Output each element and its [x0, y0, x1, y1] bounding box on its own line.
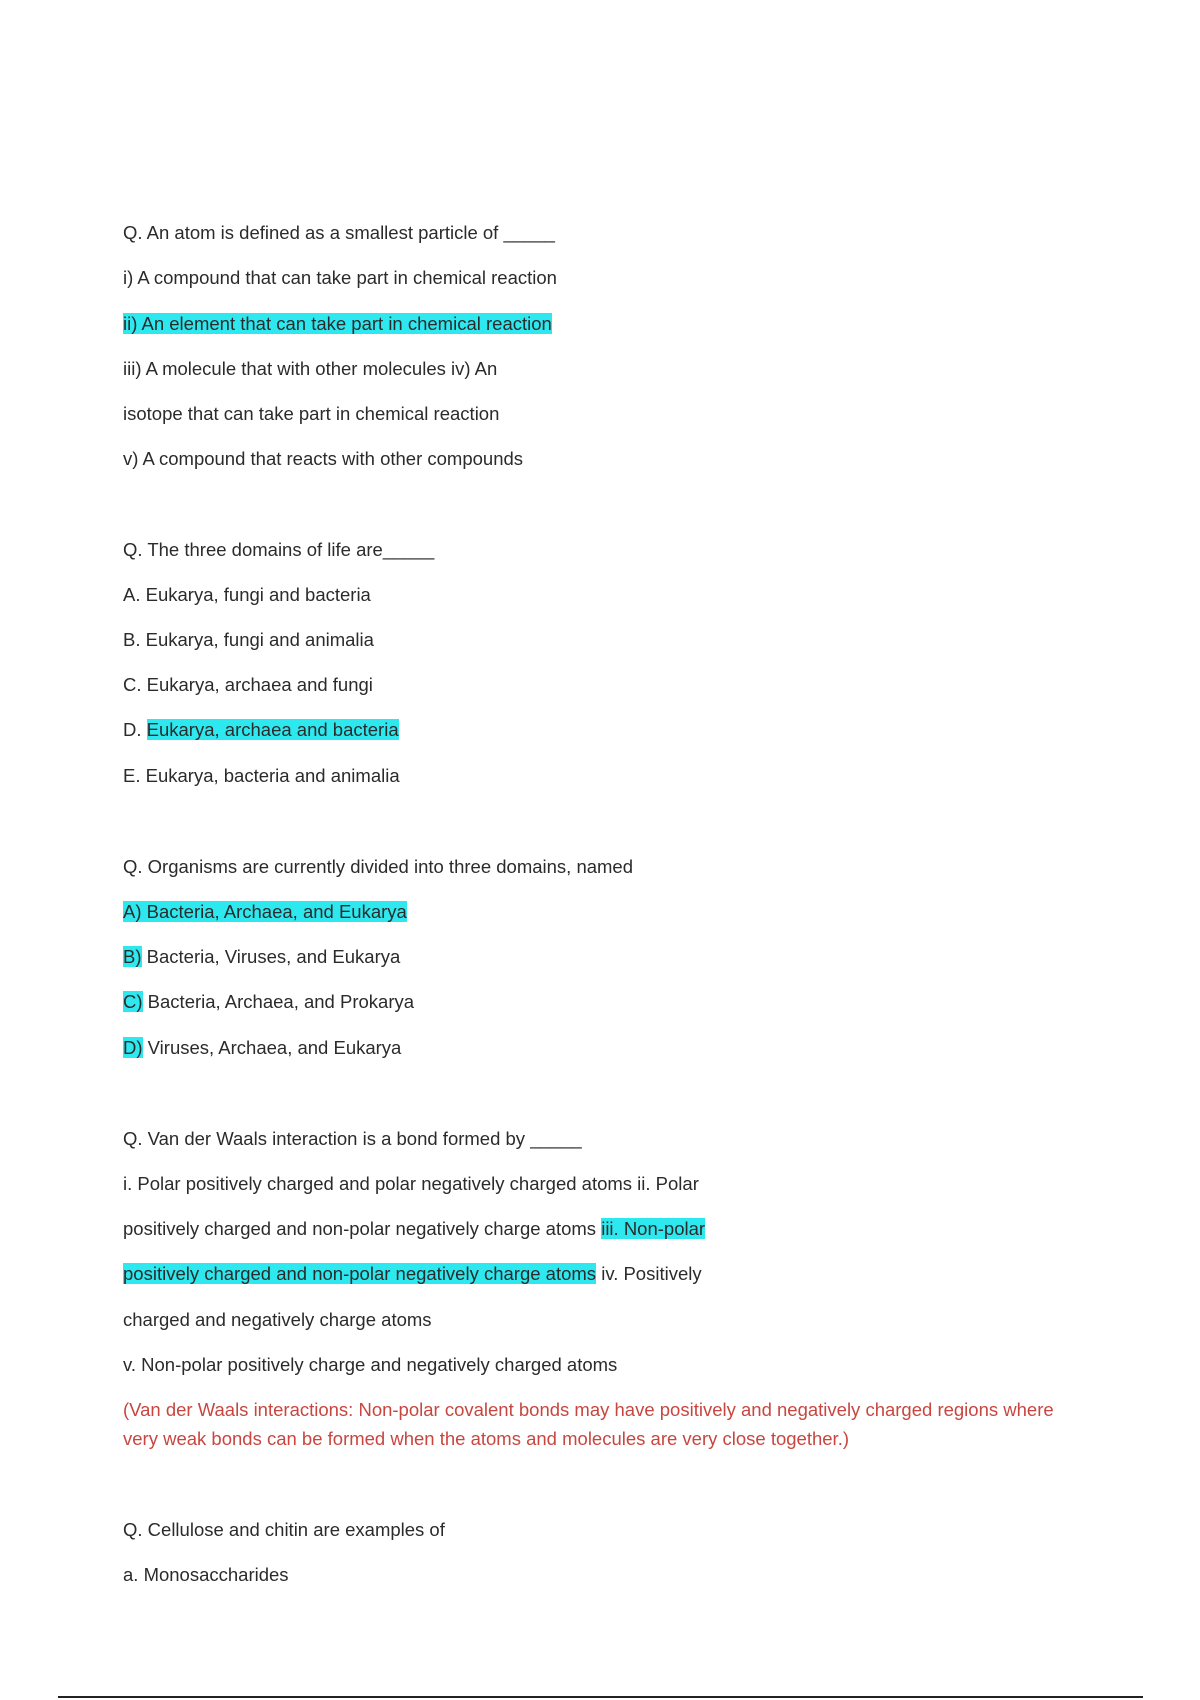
option-letter-highlight: C) — [123, 991, 143, 1012]
q3-option-d — [123, 1035, 401, 1061]
answer-highlight: positively charged and non-polar negatively charge atoms — [123, 1263, 597, 1284]
answer-highlight: ii) An element that can take part in chemical reaction — [123, 313, 552, 334]
option-letter-highlight: B) — [123, 946, 142, 967]
option-text: Viruses, Archaea, and Eukarya — [142, 1037, 402, 1058]
q2-option-a: A. Eukarya, fungi and bacteria — [123, 584, 371, 605]
option-text: iv. Positively — [596, 1263, 702, 1284]
option-prefix: D. — [123, 719, 147, 740]
answer-highlight: Eukarya, archaea and bacteria — [146, 719, 399, 740]
q2-option-d-answer — [123, 717, 399, 743]
q4-options-line-2 — [123, 1216, 705, 1242]
q4-options-line-1: i. Polar positively charged and polar negatively charged atoms ii. Polar — [123, 1173, 699, 1194]
option-text: Bacteria, Viruses, and Eukarya — [141, 946, 401, 967]
q1-option-i: i) A compound that can take part in chemical reaction — [123, 267, 557, 288]
q4-options-line-3 — [123, 1261, 702, 1287]
option-text: positively charged and non-polar negatively charge atoms — [123, 1218, 602, 1239]
page-bottom-rule — [58, 1696, 1143, 1698]
q5-question: Q. Cellulose and chitin are examples of — [123, 1519, 445, 1540]
q5-option-a: a. Monosaccharides — [123, 1564, 289, 1585]
q4-option-v: v. Non-polar positively charge and negatively charged atoms — [123, 1354, 618, 1375]
q1-option-v: v) A compound that reacts with other compounds — [123, 448, 524, 469]
option-letter-highlight: D) — [123, 1037, 143, 1058]
q1-option-ii-answer — [123, 311, 552, 337]
q1-question: Q. An atom is defined as a smallest particle of _____ — [123, 222, 555, 243]
q2-option-e: E. Eukarya, bacteria and animalia — [123, 765, 400, 786]
q1-option-iv-continued: isotope that can take part in chemical reaction — [123, 403, 500, 424]
q3-option-b — [123, 944, 400, 970]
q3-question: Q. Organisms are currently divided into three domains, named — [123, 856, 634, 877]
q4-question: Q. Van der Waals interaction is a bond formed by _____ — [123, 1128, 582, 1149]
q4-options-line-4: charged and negatively charge atoms — [123, 1309, 432, 1330]
q1-option-iii-iv: iii) A molecule that with other molecules iv) An — [123, 358, 498, 379]
answer-highlight: iii. Non-polar — [601, 1218, 706, 1239]
q2-question: Q. The three domains of life are_____ — [123, 539, 435, 560]
q2-option-b: B. Eukarya, fungi and animalia — [123, 629, 374, 650]
q2-option-c: C. Eukarya, archaea and fungi — [123, 674, 373, 695]
q3-option-c — [123, 989, 414, 1015]
option-text: Bacteria, Archaea, and Prokarya — [142, 991, 415, 1012]
q3-option-a-answer — [123, 899, 407, 925]
q4-explanation-note: (Van der Waals interactions: Non-polar covalent bonds may have positively and negatively charged regions where very weak bonds can be formed when the atoms and molecules are very close together.) — [123, 1399, 1054, 1449]
answer-highlight: A) Bacteria, Archaea, and Eukarya — [123, 901, 407, 922]
